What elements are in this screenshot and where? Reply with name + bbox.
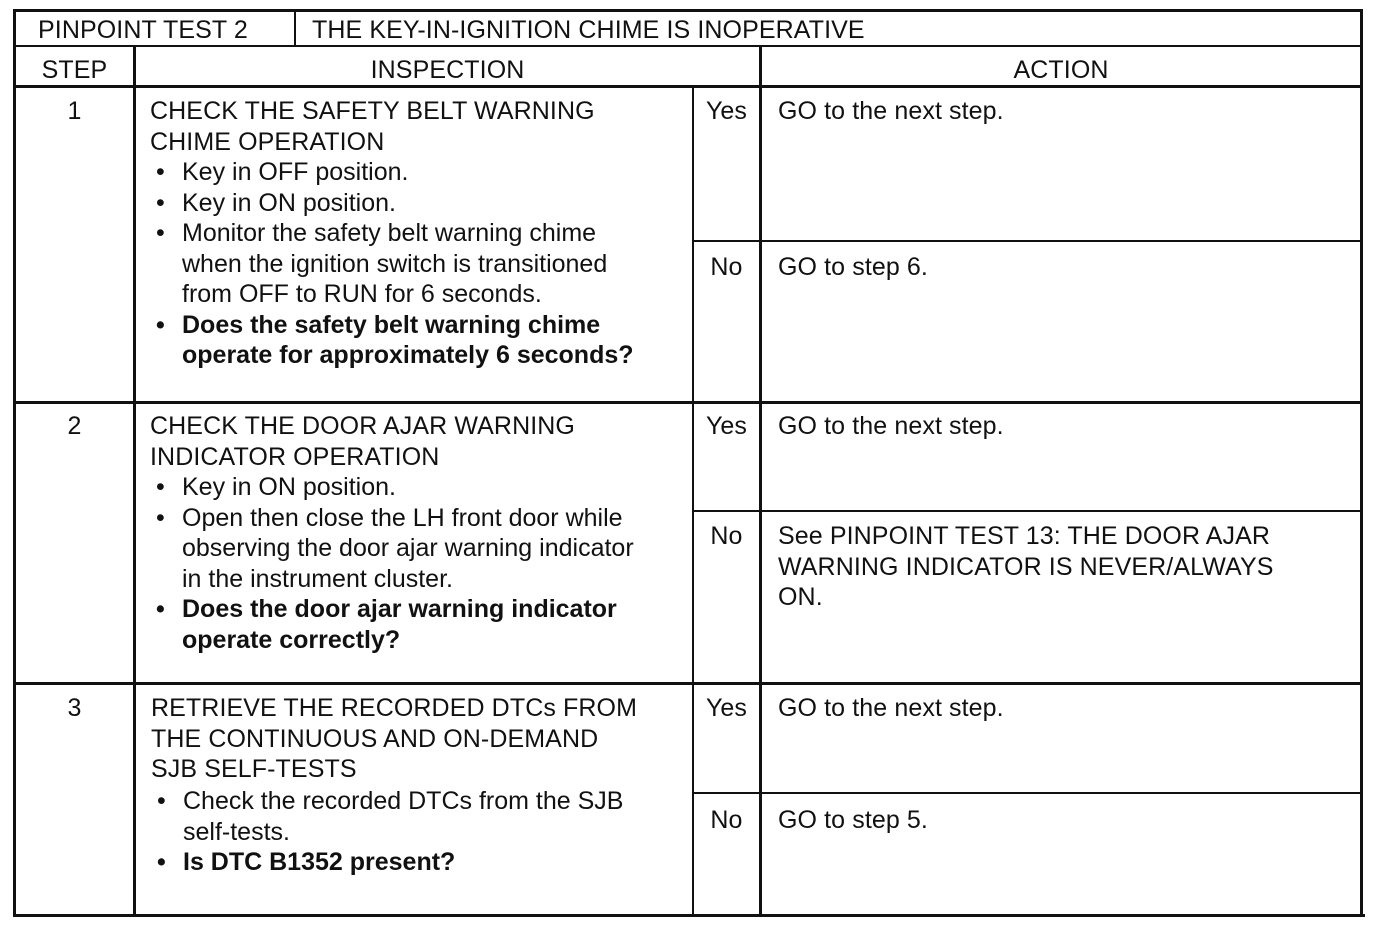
step-title: CHECK THE SAFETY BELT WARNING CHIME OPERATION [150,97,595,156]
bullet-item: • Key in OFF position. [150,157,634,188]
bullet-item: • Check the recorded DTCs from the SJB self-tests. [151,786,623,847]
column-header-action: ACTION [1013,56,1109,84]
yes-label: Yes [705,412,748,440]
header-id-divider [294,9,296,47]
column-header-inspection: INSPECTION [370,56,525,84]
test-title: THE KEY-IN-IGNITION CHIME IS INOPERATIVE [312,16,865,44]
no-action: GO to step 6. [778,253,928,281]
bullet-item: • Key in ON position. [150,188,634,219]
step2-yes-no-divider [693,510,1363,512]
step2-step3-divider [13,682,1363,685]
test-id: PINPOINT TEST 2 [38,16,248,44]
no-action: See PINPOINT TEST 13: THE DOOR AJAR WARNING INDICATOR IS NEVER/ALWAYS ON. [778,522,1274,611]
step-number: 2 [67,412,82,440]
column-header-step: STEP [41,56,108,84]
step1-step2-divider [13,401,1363,404]
step-number: 1 [67,97,82,125]
step1-yes-no-divider [693,240,1363,242]
yes-action: GO to the next step. [778,694,1004,722]
table-border-top [13,9,1363,12]
no-label: No [710,522,743,550]
yes-action: GO to the next step. [778,97,1004,125]
bullet-item-question: • Is DTC B1352 present? [151,847,623,878]
no-action: GO to step 5. [778,806,928,834]
table-border-bottom [13,914,1365,917]
bullet-item-question: • Does the safety belt warning chime operate for approximately 6 seconds? [150,310,634,371]
step-column-divider [133,45,136,917]
yes-label: Yes [705,97,748,125]
yes-action: GO to the next step. [778,412,1004,440]
inspection-yesno-divider [692,86,694,917]
bullet-item-question: • Does the door ajar warning indicator operate correctly? [150,594,634,655]
bullet-item: • Open then close the LH front door while observing the door ajar warning indicator in the instrument cluster. [150,503,634,595]
bullet-item: • Key in ON position. [150,472,634,503]
table-border-right [1360,9,1363,917]
step-bullets [151,786,623,878]
step-bullets [150,472,634,655]
bullet-item: • Monitor the safety belt warning chime when the ignition switch is transitioned from OFF to RUN for 6 seconds. [150,218,634,310]
no-label: No [710,253,743,281]
no-label: No [710,806,743,834]
step-bullets [150,157,634,371]
inspection-action-divider [759,45,762,917]
step3-yes-no-divider [693,792,1363,794]
step-number: 3 [67,694,82,722]
step-title: CHECK THE DOOR AJAR WARNING INDICATOR OPERATION [150,412,575,471]
step-title: RETRIEVE THE RECORDED DTCs FROM THE CONTINUOUS AND ON-DEMAND SJB SELF-TESTS [151,694,637,783]
yes-label: Yes [705,694,748,722]
table-border-left [13,9,16,917]
